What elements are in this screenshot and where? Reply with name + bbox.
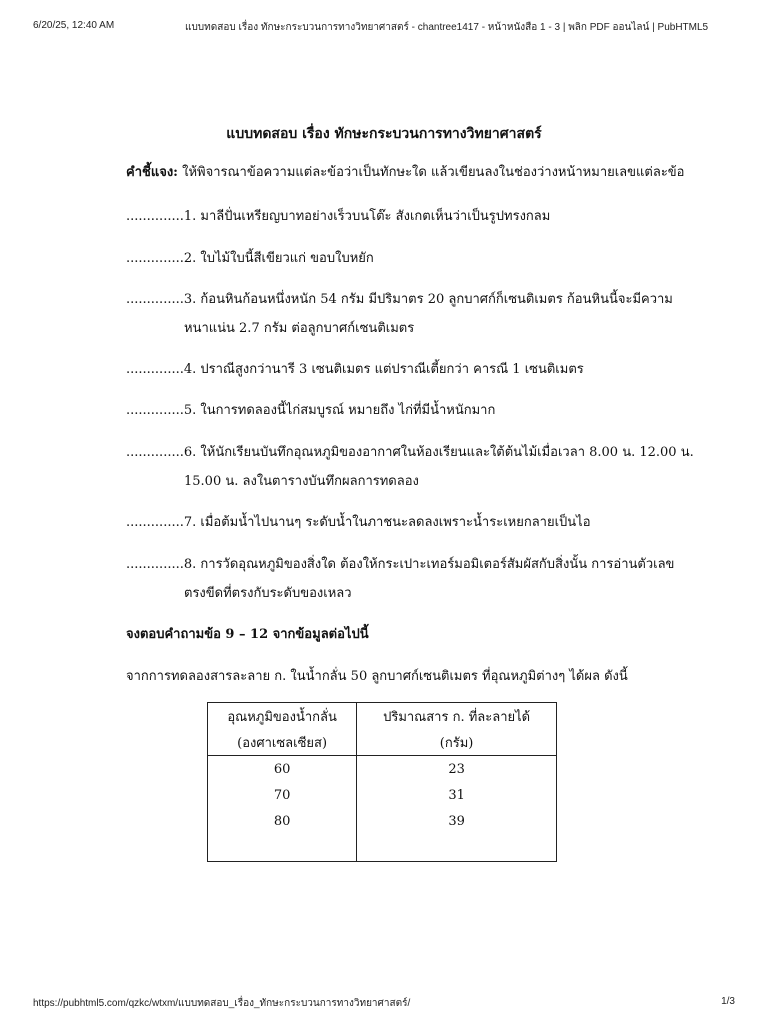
table-row bbox=[208, 782, 557, 808]
question-item-6-continuation: 15.00 น. ลงในตารางบันทึกผลการทดลอง bbox=[184, 474, 419, 489]
table-cell-amount: 31 bbox=[357, 782, 557, 808]
table-header-temperature: อุณหภูมิของน้ำกลั่น bbox=[208, 703, 357, 730]
answer-blank[interactable]: .............. bbox=[126, 209, 184, 224]
table-cell-temperature: 80 bbox=[208, 808, 357, 834]
print-page-title: แบบทดสอบ เรื่อง ทักษะกระบวนการทางวิทยาศาสตร์ - chantree1417 - หน้าหนังสือ 1 - 3 | พลิก PDF ออนไลน์ | PubHTML5 bbox=[185, 22, 709, 33]
question-text: เมื่อต้มน้ำไปนานๆ ระดับน้ำในภาชนะลดลงเพราะน้ำระเหยกลายเป็นไอ bbox=[196, 515, 591, 530]
table-unit-celsius: (องศาเซลเซียส) bbox=[208, 729, 357, 756]
section-heading: จงตอบคำถามข้อ 9 – 12 จากข้อมูลต่อไปนี้ bbox=[126, 627, 369, 642]
answer-blank[interactable]: .............. bbox=[126, 362, 184, 377]
answer-blank[interactable]: .............. bbox=[126, 403, 184, 418]
question-text: การวัดอุณหภูมิของสิ่งใด ต้องให้กระเปาะเทอร์มอมิเตอร์สัมผัสกับสิ่งนั้น การอ่านตัวเลข bbox=[196, 557, 675, 572]
question-text: ให้นักเรียนบันทึกอุณหภูมิของอากาศในห้องเรียนและใต้ต้นไม้เมื่อเวลา 8.00 น. 12.00 น. bbox=[196, 445, 694, 460]
table-row bbox=[208, 756, 557, 783]
answer-blank[interactable]: .............. bbox=[126, 251, 184, 266]
print-datetime: 6/20/25, 12:40 AM bbox=[33, 20, 115, 31]
results-table bbox=[207, 702, 557, 862]
question-number: 4. bbox=[183, 362, 197, 377]
table-cell-amount: 23 bbox=[357, 756, 557, 783]
table-cell-amount: 39 bbox=[357, 808, 557, 834]
question-number: 6. bbox=[183, 445, 197, 460]
question-number: 3. bbox=[183, 292, 197, 307]
document-title: แบบทดสอบ เรื่อง ทักษะกระบวนการทางวิทยาศาสตร์ bbox=[226, 126, 542, 142]
answer-blank[interactable]: .............. bbox=[126, 515, 184, 530]
question-text: ในการทดลองนี้ไก่สมบูรณ์ หมายถึง ไก่ที่มีน้ำหนักมาก bbox=[196, 403, 496, 418]
table-cell-temperature: 70 bbox=[208, 782, 357, 808]
question-text: ใบไม้ใบนี้สีเขียวแก่ ขอบใบหยัก bbox=[196, 251, 374, 266]
question-item-8 bbox=[126, 555, 674, 575]
question-number: 8. bbox=[183, 557, 197, 572]
instruction bbox=[126, 163, 685, 183]
question-number: 5. bbox=[183, 403, 197, 418]
table-header-amount: ปริมาณสาร ก. ที่ละลายได้ bbox=[357, 703, 557, 730]
question-item-6 bbox=[126, 443, 694, 463]
table-unit-gram: (กรัม) bbox=[357, 729, 557, 756]
question-number: 1. bbox=[183, 209, 197, 224]
print-page-number: 1/3 bbox=[721, 996, 735, 1007]
experiment-text: จากการทดลองสารละลาย ก. ในน้ำกลั่น 50 ลูกบาศก์เซนติเมตร ที่อุณหภูมิต่างๆ ได้ผล ดังนี้ bbox=[126, 669, 628, 684]
question-item-2 bbox=[126, 249, 374, 269]
question-item-3-continuation: หนาแน่น 2.7 กรัม ต่อลูกบาศก์เซนติเมตร bbox=[184, 321, 415, 336]
answer-blank[interactable]: .............. bbox=[126, 557, 184, 572]
question-number: 2. bbox=[183, 251, 197, 266]
print-url[interactable]: https://pubhtml5.com/qzkc/wtxm/แบบทดสอบ_เรื่อง_ทักษะกระบวนการทางวิทยาศาสตร์/ bbox=[33, 998, 411, 1009]
question-text: มาลีปั่นเหรียญบาทอย่างเร็วบนโต๊ะ สังเกตเห็นว่าเป็นรูปทรงกลม bbox=[196, 209, 551, 224]
answer-blank[interactable]: .............. bbox=[126, 445, 184, 460]
instruction-label: คำชี้แจง: bbox=[126, 165, 178, 180]
answer-blank[interactable]: .............. bbox=[126, 292, 184, 307]
table-row bbox=[208, 808, 557, 834]
question-item-7 bbox=[126, 513, 591, 533]
question-item-4 bbox=[126, 360, 584, 380]
question-number: 7. bbox=[183, 515, 197, 530]
question-item-3 bbox=[126, 290, 673, 310]
question-text: ก้อนหินก้อนหนึ่งหนัก 54 กรัม มีปริมาตร 20 ลูกบาศก์ก็เซนติเมตร ก้อนหินนี้จะมีความ bbox=[196, 292, 673, 307]
table-row-empty bbox=[208, 835, 557, 862]
instruction-text: ให้พิจารณาข้อความแต่ละข้อว่าเป็นทักษะใด แล้วเขียนลงในช่องว่างหน้าหมายเลขแต่ละข้อ bbox=[177, 165, 685, 180]
table-cell-temperature: 60 bbox=[208, 756, 357, 783]
question-item-8-continuation: ตรงขีดที่ตรงกับระดับของเหลว bbox=[184, 586, 352, 601]
question-item-5 bbox=[126, 401, 495, 421]
question-item-1 bbox=[126, 207, 550, 227]
question-text: ปราณีสูงกว่านารี 3 เซนติเมตร แต่ปราณีเตี้ยกว่า คารณี 1 เซนติเมตร bbox=[196, 362, 584, 377]
